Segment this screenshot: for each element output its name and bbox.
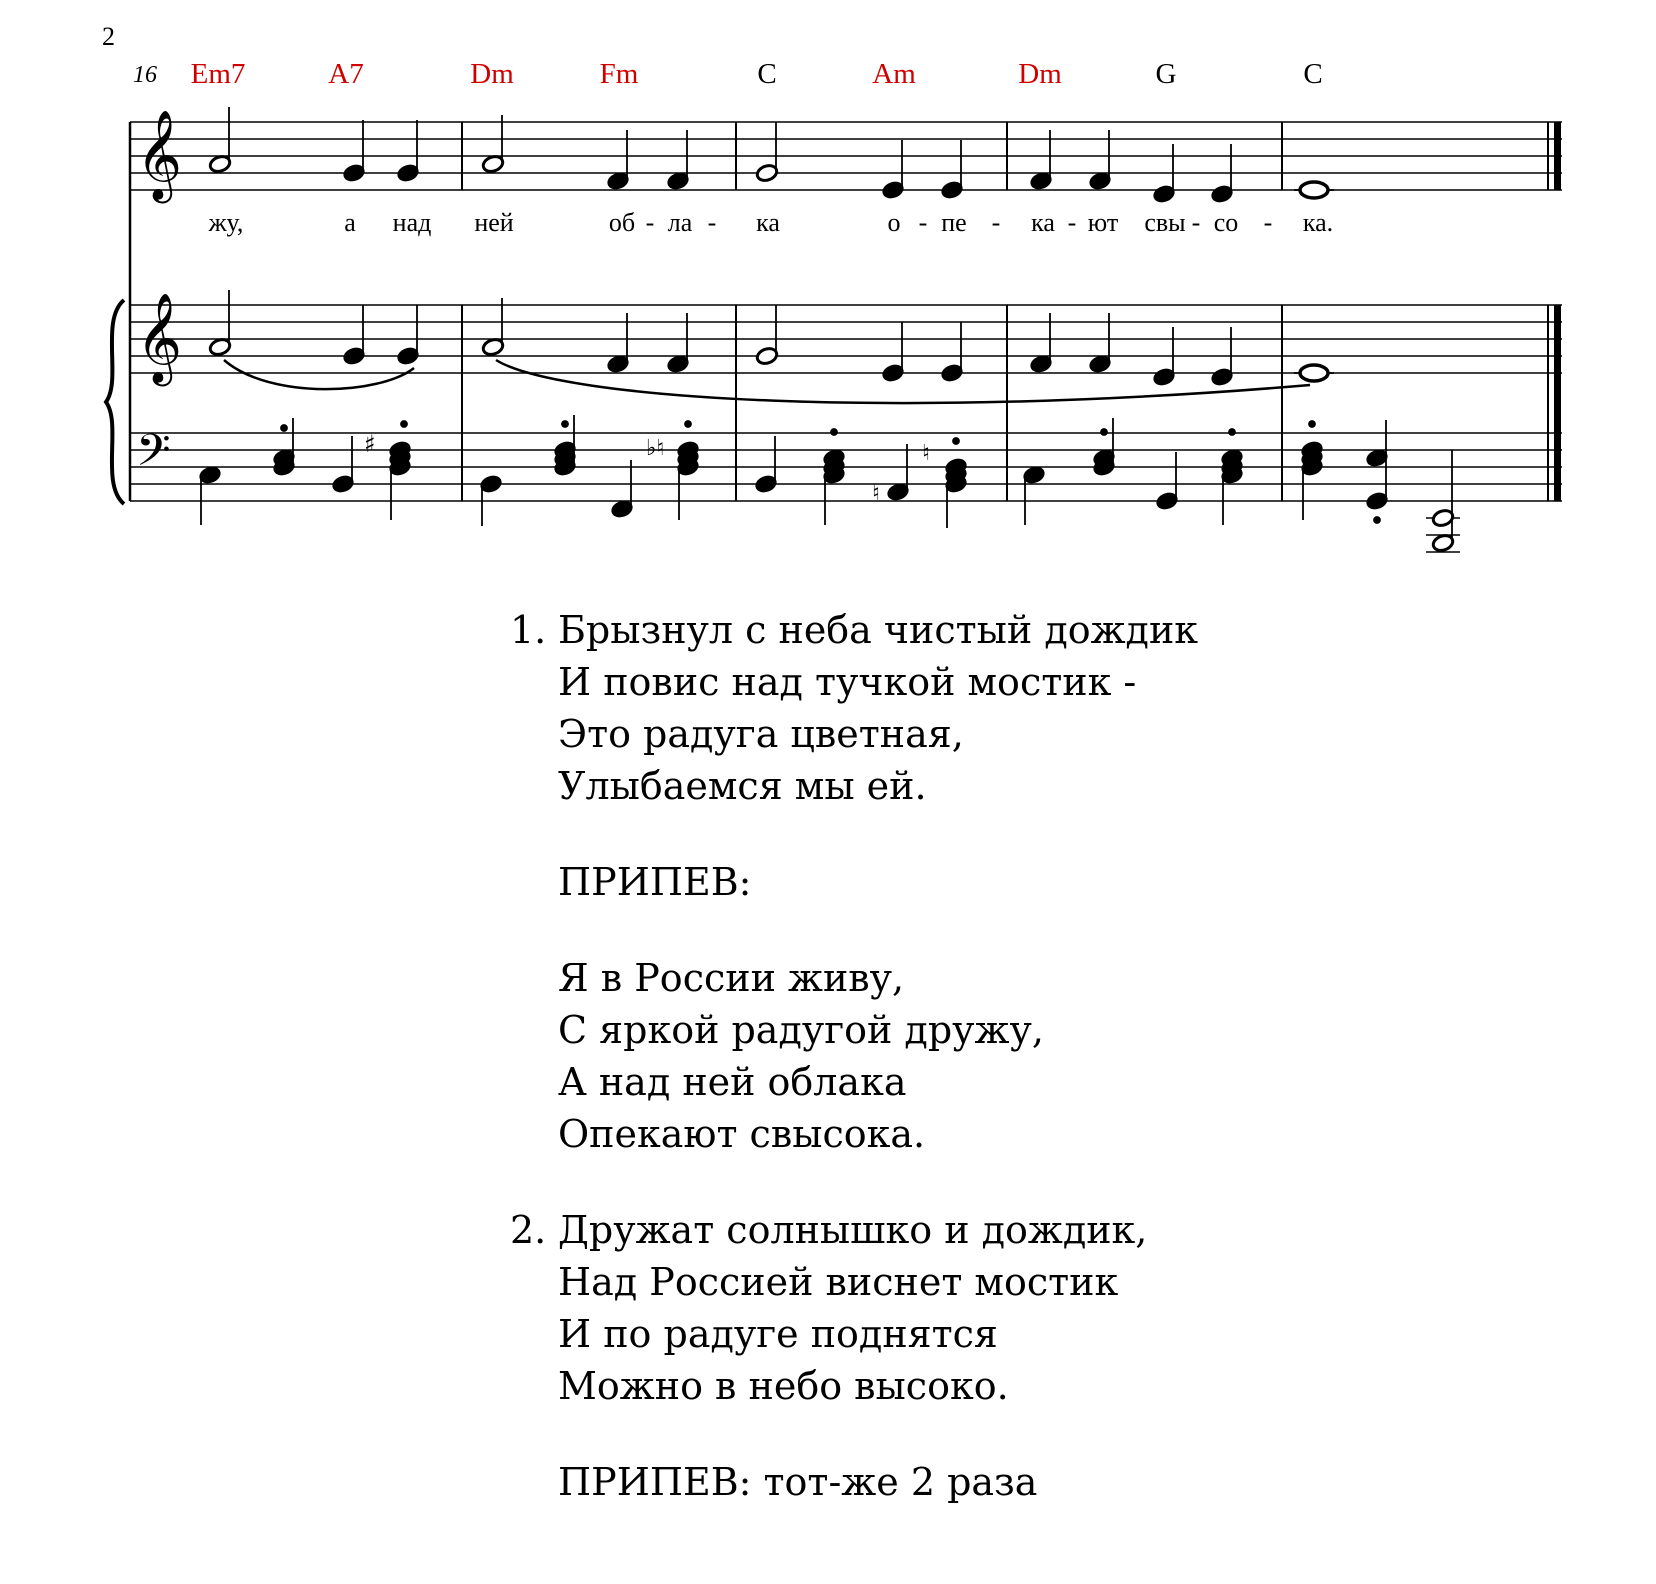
lyric-hyphen: - <box>707 208 717 237</box>
chord-symbol: Dm <box>1018 58 1062 90</box>
flat-natural-icon: ♭♮ <box>646 436 665 461</box>
chord-symbol: Fm <box>599 58 639 90</box>
page-number: 2 <box>102 22 115 51</box>
music-score <box>0 0 1656 580</box>
lyric-syllable: ка <box>756 208 780 237</box>
lyric-syllable: а <box>344 208 356 237</box>
verse-text: И по радуге поднятся <box>558 1312 998 1356</box>
natural-icon: ♮ <box>872 481 880 506</box>
treble-clef-icon: 𝄞 <box>136 293 183 383</box>
chord-symbol: Em7 <box>190 58 246 90</box>
chorus-text: С яркой радугой дружу, <box>558 1008 1044 1052</box>
treble-staff <box>130 305 1562 373</box>
lyric-hyphen: - <box>918 208 928 237</box>
lyric-syllable: ней <box>474 208 514 237</box>
chorus-text: Я в России живу, <box>558 956 905 1000</box>
chord-symbol: Dm <box>470 58 514 90</box>
lyric-syllable: об <box>608 208 636 237</box>
lyric-syllable: со <box>1213 208 1239 237</box>
lyric-syllable: ка. <box>1302 208 1334 237</box>
lyric-syllable: свы <box>1144 208 1186 237</box>
verse-text: Брызнул с неба чистый дождик <box>558 608 1199 652</box>
piano-brace <box>106 300 124 504</box>
lyric-hyphen: - <box>1263 208 1273 237</box>
verse-text: Над Россией виснет мостик <box>558 1260 1119 1304</box>
final-barline <box>1548 122 1561 501</box>
lyric-syllable: ют <box>1087 208 1119 237</box>
lyric-syllable: ка <box>1031 208 1055 237</box>
lyric-syllable: над <box>392 208 432 237</box>
chord-symbol: C <box>1303 58 1323 90</box>
verse-text: Улыбаемся мы ей. <box>558 764 927 808</box>
slur <box>224 360 414 389</box>
verse-number: 1. <box>510 608 547 652</box>
lyric-syllable: о <box>887 208 901 237</box>
lyric-hyphen: - <box>1191 208 1201 237</box>
vocal-staff <box>130 122 1562 190</box>
chorus-text: А над ней облака <box>558 1060 907 1104</box>
chorus-label-text: ПРИПЕВ: <box>558 860 752 904</box>
lyric-hyphen: - <box>1067 208 1077 237</box>
measure-number: 16 <box>133 62 157 88</box>
lyric-syllable: пе <box>941 208 967 237</box>
verse-text: Дружат солнышко и дождик, <box>558 1208 1148 1252</box>
lyric-syllable: ла <box>667 208 693 237</box>
final-chorus-text: ПРИПЕВ: тот-же 2 раза <box>558 1460 1038 1504</box>
lyric-hyphen: - <box>991 208 1001 237</box>
treble-clef-icon: 𝄞 <box>136 110 183 200</box>
chorus-text: Опекают свысока. <box>558 1112 926 1156</box>
verse-text: Это радуга цветная, <box>558 712 964 756</box>
verse-number: 2. <box>510 1208 547 1252</box>
lyric-hyphen: - <box>645 208 655 237</box>
chord-symbol: G <box>1155 58 1177 90</box>
chord-symbol: C <box>757 58 777 90</box>
sharp-icon: ♯ <box>364 430 376 458</box>
verse-text: И повис над тучкой мостик - <box>558 660 1137 704</box>
chord-symbol: Am <box>872 58 916 90</box>
lyric-syllable: жу, <box>208 208 244 237</box>
chord-symbol: A7 <box>328 58 364 90</box>
natural-icon: ♮ <box>922 441 930 466</box>
bass-clef-icon: 𝄢 <box>136 424 171 487</box>
verse-text: Можно в небо высоко. <box>558 1364 1009 1408</box>
